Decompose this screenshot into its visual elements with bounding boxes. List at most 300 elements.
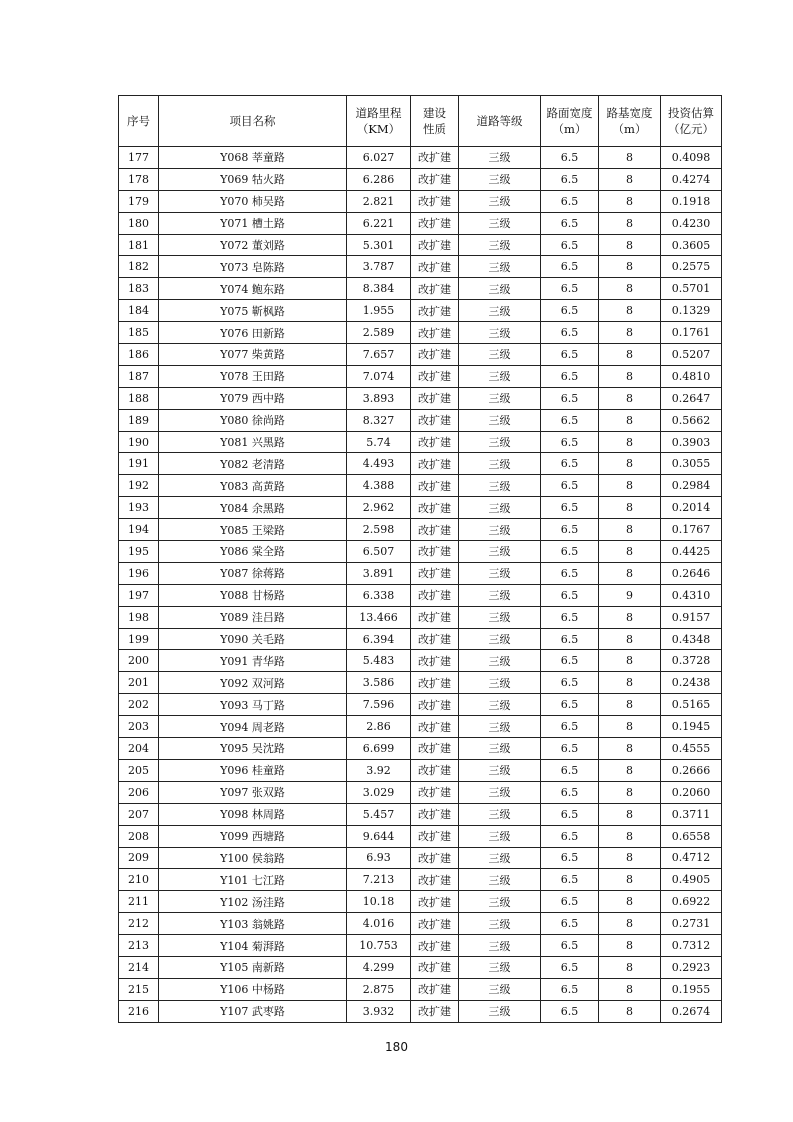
- cell-col-subgrade-width: 8: [599, 891, 661, 913]
- cell-col-project-name: Y092 双河路: [159, 672, 347, 694]
- cell-col-road-grade: 三级: [459, 913, 541, 935]
- cell-col-pavement-width: 6.5: [541, 387, 599, 409]
- cell-col-pavement-width: 6.5: [541, 606, 599, 628]
- table-row: [119, 541, 722, 563]
- cell-col-investment: 0.3903: [661, 431, 722, 453]
- cell-col-investment: 0.2984: [661, 475, 722, 497]
- cell-col-project-name: Y077 柴黄路: [159, 344, 347, 366]
- cell-col-index: 196: [119, 562, 159, 584]
- cell-col-road-grade: 三级: [459, 387, 541, 409]
- cell-col-construction-type: 改扩建: [411, 278, 459, 300]
- cell-col-pavement-width: 6.5: [541, 365, 599, 387]
- cell-col-investment: 0.1918: [661, 190, 722, 212]
- table-row: [119, 409, 722, 431]
- table-row: [119, 628, 722, 650]
- cell-col-road-length: 8.327: [347, 409, 411, 431]
- cell-col-road-length: 5.74: [347, 431, 411, 453]
- cell-col-construction-type: 改扩建: [411, 606, 459, 628]
- cell-col-construction-type: 改扩建: [411, 147, 459, 169]
- cell-col-construction-type: 改扩建: [411, 300, 459, 322]
- cell-col-road-grade: 三级: [459, 344, 541, 366]
- cell-col-index: 209: [119, 847, 159, 869]
- cell-col-subgrade-width: 8: [599, 365, 661, 387]
- cell-col-investment: 0.1945: [661, 716, 722, 738]
- cell-col-construction-type: 改扩建: [411, 781, 459, 803]
- table-row: [119, 147, 722, 169]
- cell-col-road-grade: 三级: [459, 497, 541, 519]
- cell-col-construction-type: 改扩建: [411, 475, 459, 497]
- cell-col-index: 213: [119, 935, 159, 957]
- header-label: 投资估算: [668, 106, 714, 120]
- cell-col-investment: 0.4810: [661, 365, 722, 387]
- cell-col-road-length: 3.92: [347, 759, 411, 781]
- cell-col-construction-type: 改扩建: [411, 1000, 459, 1022]
- cell-col-road-length: 13.466: [347, 606, 411, 628]
- table-row: [119, 256, 722, 278]
- cell-col-index: 206: [119, 781, 159, 803]
- header-col-subgrade-width: [599, 96, 661, 147]
- cell-col-pavement-width: 6.5: [541, 322, 599, 344]
- cell-col-road-grade: 三级: [459, 847, 541, 869]
- road-project-table: [118, 95, 722, 1023]
- cell-col-investment: 0.4098: [661, 147, 722, 169]
- cell-col-road-grade: 三级: [459, 475, 541, 497]
- cell-col-subgrade-width: 8: [599, 869, 661, 891]
- cell-col-project-name: Y080 徐尚路: [159, 409, 347, 431]
- cell-col-subgrade-width: 8: [599, 716, 661, 738]
- cell-col-pavement-width: 6.5: [541, 300, 599, 322]
- table-row: [119, 759, 722, 781]
- table-header-row: [119, 96, 722, 147]
- cell-col-construction-type: 改扩建: [411, 453, 459, 475]
- cell-col-subgrade-width: 9: [599, 584, 661, 606]
- cell-col-construction-type: 改扩建: [411, 387, 459, 409]
- cell-col-road-grade: 三级: [459, 781, 541, 803]
- cell-col-road-grade: 三级: [459, 1000, 541, 1022]
- cell-col-index: 202: [119, 694, 159, 716]
- cell-col-road-grade: 三级: [459, 694, 541, 716]
- cell-col-pavement-width: 6.5: [541, 956, 599, 978]
- cell-col-pavement-width: 6.5: [541, 781, 599, 803]
- cell-col-construction-type: 改扩建: [411, 190, 459, 212]
- cell-col-pavement-width: 6.5: [541, 1000, 599, 1022]
- cell-col-construction-type: 改扩建: [411, 628, 459, 650]
- cell-col-project-name: Y101 七江路: [159, 869, 347, 891]
- cell-col-pavement-width: 6.5: [541, 212, 599, 234]
- cell-col-project-name: Y099 西塘路: [159, 825, 347, 847]
- cell-col-index: 198: [119, 606, 159, 628]
- cell-col-road-length: 2.589: [347, 322, 411, 344]
- cell-col-construction-type: 改扩建: [411, 519, 459, 541]
- cell-col-investment: 0.4348: [661, 628, 722, 650]
- cell-col-project-name: Y074 鲍东路: [159, 278, 347, 300]
- cell-col-index: 192: [119, 475, 159, 497]
- cell-col-project-name: Y076 田新路: [159, 322, 347, 344]
- cell-col-road-length: 6.027: [347, 147, 411, 169]
- cell-col-project-name: Y103 翁姚路: [159, 913, 347, 935]
- cell-col-project-name: Y100 侯翁路: [159, 847, 347, 869]
- cell-col-investment: 0.4712: [661, 847, 722, 869]
- cell-col-index: 190: [119, 431, 159, 453]
- cell-col-construction-type: 改扩建: [411, 365, 459, 387]
- cell-col-investment: 0.2438: [661, 672, 722, 694]
- cell-col-road-grade: 三级: [459, 519, 541, 541]
- cell-col-road-grade: 三级: [459, 431, 541, 453]
- cell-col-road-length: 3.586: [347, 672, 411, 694]
- cell-col-pavement-width: 6.5: [541, 891, 599, 913]
- cell-col-project-name: Y091 青华路: [159, 650, 347, 672]
- cell-col-subgrade-width: 8: [599, 234, 661, 256]
- cell-col-road-length: 6.394: [347, 628, 411, 650]
- cell-col-pavement-width: 6.5: [541, 913, 599, 935]
- cell-col-road-length: 5.483: [347, 650, 411, 672]
- cell-col-project-name: Y084 余黑路: [159, 497, 347, 519]
- cell-col-pavement-width: 6.5: [541, 562, 599, 584]
- cell-col-pavement-width: 6.5: [541, 168, 599, 190]
- cell-col-investment: 0.2060: [661, 781, 722, 803]
- cell-col-project-name: Y085 王梁路: [159, 519, 347, 541]
- cell-col-investment: 0.4310: [661, 584, 722, 606]
- cell-col-investment: 0.1955: [661, 978, 722, 1000]
- cell-col-road-length: 4.299: [347, 956, 411, 978]
- cell-col-investment: 0.5701: [661, 278, 722, 300]
- cell-col-investment: 0.4274: [661, 168, 722, 190]
- cell-col-road-grade: 三级: [459, 672, 541, 694]
- cell-col-road-length: 3.932: [347, 1000, 411, 1022]
- cell-col-pavement-width: 6.5: [541, 803, 599, 825]
- cell-col-road-grade: 三级: [459, 584, 541, 606]
- cell-col-road-grade: 三级: [459, 956, 541, 978]
- cell-col-road-length: 3.787: [347, 256, 411, 278]
- cell-col-pavement-width: 6.5: [541, 278, 599, 300]
- cell-col-construction-type: 改扩建: [411, 672, 459, 694]
- table-row: [119, 803, 722, 825]
- cell-col-road-length: 7.213: [347, 869, 411, 891]
- cell-col-subgrade-width: 8: [599, 935, 661, 957]
- table-body: [119, 147, 722, 1023]
- page-number: 180: [385, 1040, 408, 1054]
- cell-col-index: 201: [119, 672, 159, 694]
- cell-col-project-name: Y072 董刘路: [159, 234, 347, 256]
- table-row: [119, 650, 722, 672]
- table-row: [119, 672, 722, 694]
- cell-col-subgrade-width: 8: [599, 322, 661, 344]
- table-row: [119, 322, 722, 344]
- cell-col-road-grade: 三级: [459, 256, 541, 278]
- cell-col-subgrade-width: 8: [599, 190, 661, 212]
- header-label: （KM）: [356, 122, 401, 136]
- table-row: [119, 825, 722, 847]
- cell-col-index: 189: [119, 409, 159, 431]
- table-row: [119, 978, 722, 1000]
- cell-col-road-length: 3.893: [347, 387, 411, 409]
- header-label: （m）: [612, 122, 647, 136]
- cell-col-road-grade: 三级: [459, 978, 541, 1000]
- cell-col-investment: 0.2647: [661, 387, 722, 409]
- cell-col-construction-type: 改扩建: [411, 541, 459, 563]
- cell-col-road-grade: 三级: [459, 716, 541, 738]
- cell-col-project-name: Y095 吴沈路: [159, 738, 347, 760]
- cell-col-subgrade-width: 8: [599, 650, 661, 672]
- cell-col-project-name: Y078 王田路: [159, 365, 347, 387]
- cell-col-construction-type: 改扩建: [411, 847, 459, 869]
- cell-col-index: 203: [119, 716, 159, 738]
- cell-col-subgrade-width: 8: [599, 168, 661, 190]
- header-label: 性质: [423, 122, 446, 136]
- header-col-index: [119, 96, 159, 147]
- cell-col-subgrade-width: 8: [599, 519, 661, 541]
- cell-col-project-name: Y083 高黄路: [159, 475, 347, 497]
- cell-col-subgrade-width: 8: [599, 541, 661, 563]
- table-row: [119, 716, 722, 738]
- cell-col-pavement-width: 6.5: [541, 847, 599, 869]
- header-label: 路面宽度: [546, 106, 593, 120]
- cell-col-subgrade-width: 8: [599, 825, 661, 847]
- cell-col-project-name: Y096 桂童路: [159, 759, 347, 781]
- cell-col-index: 215: [119, 978, 159, 1000]
- cell-col-pavement-width: 6.5: [541, 716, 599, 738]
- cell-col-road-length: 5.457: [347, 803, 411, 825]
- cell-col-construction-type: 改扩建: [411, 935, 459, 957]
- table-row: [119, 562, 722, 584]
- header-col-road-length: [347, 96, 411, 147]
- table-row: [119, 344, 722, 366]
- cell-col-investment: 0.6558: [661, 825, 722, 847]
- cell-col-project-name: Y102 汤洼路: [159, 891, 347, 913]
- table-row: [119, 935, 722, 957]
- cell-col-investment: 0.9157: [661, 606, 722, 628]
- cell-col-road-grade: 三级: [459, 190, 541, 212]
- cell-col-index: 200: [119, 650, 159, 672]
- header-label: 道路里程: [355, 106, 402, 120]
- cell-col-subgrade-width: 8: [599, 387, 661, 409]
- cell-col-investment: 0.4425: [661, 541, 722, 563]
- cell-col-road-length: 5.301: [347, 234, 411, 256]
- cell-col-investment: 0.2014: [661, 497, 722, 519]
- cell-col-road-grade: 三级: [459, 453, 541, 475]
- cell-col-construction-type: 改扩建: [411, 716, 459, 738]
- cell-col-index: 182: [119, 256, 159, 278]
- cell-col-index: 178: [119, 168, 159, 190]
- cell-col-construction-type: 改扩建: [411, 978, 459, 1000]
- cell-col-subgrade-width: 8: [599, 759, 661, 781]
- cell-col-investment: 0.1329: [661, 300, 722, 322]
- cell-col-road-grade: 三级: [459, 803, 541, 825]
- cell-col-pavement-width: 6.5: [541, 759, 599, 781]
- cell-col-road-length: 3.891: [347, 562, 411, 584]
- cell-col-subgrade-width: 8: [599, 847, 661, 869]
- cell-col-index: 207: [119, 803, 159, 825]
- cell-col-project-name: Y088 甘杨路: [159, 584, 347, 606]
- cell-col-construction-type: 改扩建: [411, 322, 459, 344]
- cell-col-index: 179: [119, 190, 159, 212]
- cell-col-project-name: Y094 周老路: [159, 716, 347, 738]
- cell-col-investment: 0.2666: [661, 759, 722, 781]
- cell-col-road-length: 2.875: [347, 978, 411, 1000]
- cell-col-index: 211: [119, 891, 159, 913]
- header-col-road-grade: [459, 96, 541, 147]
- table-row: [119, 212, 722, 234]
- cell-col-project-name: Y069 牯火路: [159, 168, 347, 190]
- cell-col-road-grade: 三级: [459, 935, 541, 957]
- cell-col-subgrade-width: 8: [599, 212, 661, 234]
- cell-col-pavement-width: 6.5: [541, 431, 599, 453]
- cell-col-road-length: 6.699: [347, 738, 411, 760]
- cell-col-road-length: 6.93: [347, 847, 411, 869]
- cell-col-index: 188: [119, 387, 159, 409]
- cell-col-project-name: Y089 洼吕路: [159, 606, 347, 628]
- cell-col-project-name: Y082 老清路: [159, 453, 347, 475]
- cell-col-road-grade: 三级: [459, 322, 541, 344]
- cell-col-subgrade-width: 8: [599, 409, 661, 431]
- header-col-project-name: [159, 96, 347, 147]
- cell-col-road-length: 1.955: [347, 300, 411, 322]
- header-label: 建设: [423, 106, 446, 120]
- cell-col-project-name: Y068 莘童路: [159, 147, 347, 169]
- cell-col-construction-type: 改扩建: [411, 891, 459, 913]
- cell-col-pavement-width: 6.5: [541, 584, 599, 606]
- cell-col-road-grade: 三级: [459, 365, 541, 387]
- cell-col-investment: 0.6922: [661, 891, 722, 913]
- cell-col-investment: 0.2575: [661, 256, 722, 278]
- cell-col-pavement-width: 6.5: [541, 147, 599, 169]
- cell-col-pavement-width: 6.5: [541, 935, 599, 957]
- cell-col-construction-type: 改扩建: [411, 344, 459, 366]
- table-row: [119, 584, 722, 606]
- cell-col-index: 177: [119, 147, 159, 169]
- cell-col-index: 193: [119, 497, 159, 519]
- cell-col-subgrade-width: 8: [599, 278, 661, 300]
- cell-col-pavement-width: 6.5: [541, 190, 599, 212]
- cell-col-index: 180: [119, 212, 159, 234]
- cell-col-road-length: 4.016: [347, 913, 411, 935]
- cell-col-subgrade-width: 8: [599, 978, 661, 1000]
- cell-col-road-grade: 三级: [459, 738, 541, 760]
- cell-col-index: 199: [119, 628, 159, 650]
- cell-col-investment: 0.7312: [661, 935, 722, 957]
- cell-col-construction-type: 改扩建: [411, 803, 459, 825]
- cell-col-project-name: Y087 徐蒋路: [159, 562, 347, 584]
- cell-col-pavement-width: 6.5: [541, 256, 599, 278]
- cell-col-pavement-width: 6.5: [541, 825, 599, 847]
- cell-col-construction-type: 改扩建: [411, 168, 459, 190]
- cell-col-index: 214: [119, 956, 159, 978]
- cell-col-index: 183: [119, 278, 159, 300]
- cell-col-road-grade: 三级: [459, 891, 541, 913]
- cell-col-index: 212: [119, 913, 159, 935]
- cell-col-subgrade-width: 8: [599, 344, 661, 366]
- cell-col-project-name: Y071 槽土路: [159, 212, 347, 234]
- table-row: [119, 869, 722, 891]
- cell-col-pavement-width: 6.5: [541, 453, 599, 475]
- header-label: 序号: [127, 114, 150, 128]
- cell-col-road-length: 6.507: [347, 541, 411, 563]
- cell-col-index: 186: [119, 344, 159, 366]
- table-row: [119, 300, 722, 322]
- cell-col-construction-type: 改扩建: [411, 234, 459, 256]
- header-label: （m）: [552, 122, 587, 136]
- cell-col-pavement-width: 6.5: [541, 475, 599, 497]
- cell-col-project-name: Y106 中杨路: [159, 978, 347, 1000]
- cell-col-subgrade-width: 8: [599, 738, 661, 760]
- cell-col-index: 191: [119, 453, 159, 475]
- cell-col-investment: 0.2674: [661, 1000, 722, 1022]
- cell-col-index: 181: [119, 234, 159, 256]
- cell-col-project-name: Y093 马丁路: [159, 694, 347, 716]
- cell-col-pavement-width: 6.5: [541, 519, 599, 541]
- cell-col-road-grade: 三级: [459, 147, 541, 169]
- table-row: [119, 431, 722, 453]
- cell-col-road-length: 7.596: [347, 694, 411, 716]
- cell-col-road-length: 6.286: [347, 168, 411, 190]
- cell-col-project-name: Y070 柿吴路: [159, 190, 347, 212]
- header-label: 路基宽度: [606, 106, 653, 120]
- cell-col-road-length: 10.18: [347, 891, 411, 913]
- cell-col-project-name: Y086 棠全路: [159, 541, 347, 563]
- cell-col-project-name: Y104 菊湃路: [159, 935, 347, 957]
- cell-col-subgrade-width: 8: [599, 562, 661, 584]
- cell-col-pavement-width: 6.5: [541, 672, 599, 694]
- table-row: [119, 497, 722, 519]
- cell-col-project-name: Y098 林周路: [159, 803, 347, 825]
- cell-col-subgrade-width: 8: [599, 956, 661, 978]
- cell-col-subgrade-width: 8: [599, 475, 661, 497]
- cell-col-pavement-width: 6.5: [541, 409, 599, 431]
- cell-col-index: 184: [119, 300, 159, 322]
- cell-col-index: 187: [119, 365, 159, 387]
- cell-col-construction-type: 改扩建: [411, 694, 459, 716]
- cell-col-subgrade-width: 8: [599, 913, 661, 935]
- cell-col-road-length: 2.821: [347, 190, 411, 212]
- cell-col-index: 185: [119, 322, 159, 344]
- cell-col-subgrade-width: 8: [599, 147, 661, 169]
- table-row: [119, 387, 722, 409]
- table-row: [119, 847, 722, 869]
- cell-col-road-grade: 三级: [459, 606, 541, 628]
- cell-col-subgrade-width: 8: [599, 1000, 661, 1022]
- cell-col-road-grade: 三级: [459, 212, 541, 234]
- cell-col-subgrade-width: 8: [599, 803, 661, 825]
- cell-col-construction-type: 改扩建: [411, 738, 459, 760]
- cell-col-construction-type: 改扩建: [411, 409, 459, 431]
- cell-col-investment: 0.2646: [661, 562, 722, 584]
- cell-col-index: 210: [119, 869, 159, 891]
- cell-col-investment: 0.2923: [661, 956, 722, 978]
- cell-col-road-grade: 三级: [459, 650, 541, 672]
- cell-col-investment: 0.3605: [661, 234, 722, 256]
- cell-col-road-grade: 三级: [459, 825, 541, 847]
- cell-col-project-name: Y081 兴黑路: [159, 431, 347, 453]
- cell-col-road-grade: 三级: [459, 562, 541, 584]
- cell-col-investment: 0.1761: [661, 322, 722, 344]
- cell-col-investment: 0.4905: [661, 869, 722, 891]
- table-row: [119, 278, 722, 300]
- cell-col-project-name: Y107 武枣路: [159, 1000, 347, 1022]
- table-row: [119, 781, 722, 803]
- cell-col-road-grade: 三级: [459, 541, 541, 563]
- header-col-investment: [661, 96, 722, 147]
- cell-col-subgrade-width: 8: [599, 628, 661, 650]
- cell-col-road-grade: 三级: [459, 759, 541, 781]
- header-label: 项目名称: [229, 114, 276, 128]
- cell-col-investment: 0.3728: [661, 650, 722, 672]
- cell-col-project-name: Y097 张双路: [159, 781, 347, 803]
- cell-col-pavement-width: 6.5: [541, 541, 599, 563]
- cell-col-road-length: 9.644: [347, 825, 411, 847]
- table-row: [119, 365, 722, 387]
- cell-col-index: 204: [119, 738, 159, 760]
- cell-col-construction-type: 改扩建: [411, 956, 459, 978]
